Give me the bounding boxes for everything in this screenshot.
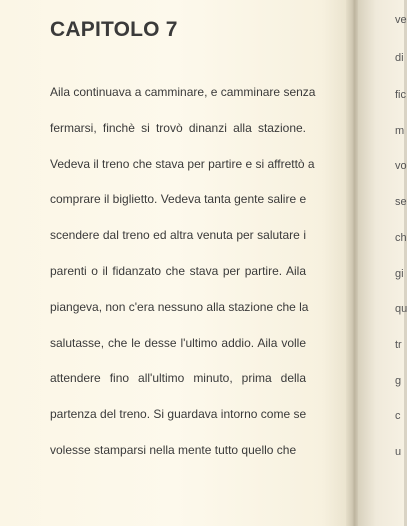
text-line: piangeva, non c'era nessuno alla stazione che la [50, 299, 309, 314]
facing-page [358, 0, 407, 526]
facing-page-fragment: fic [395, 89, 406, 101]
facing-page-fragment: se [395, 196, 407, 208]
facing-page-fragment: c [395, 410, 401, 422]
chapter-title: CAPITOLO 7 [50, 18, 178, 41]
text-line: Aila continuava a camminare, e camminare senza [50, 85, 316, 99]
text-line: salutasse, che le desse l'ultimo addio. Aila volle [50, 335, 306, 350]
body-text [50, 82, 316, 476]
facing-page-fragment: ch [395, 232, 407, 244]
facing-page-fragment: vo [395, 160, 407, 172]
facing-page-fragment: di [395, 52, 404, 64]
facing-page-fragment: ve [395, 14, 407, 26]
text-line: comprare il biglietto. Vedeva tanta gente salire e [50, 192, 307, 207]
text-line: fermarsi, finchè si trovò dinanzi alla stazione. [50, 120, 306, 135]
facing-page-fragment: m [395, 125, 405, 137]
facing-page-fragment: u [395, 446, 402, 458]
facing-page-fragment: gi [395, 268, 404, 280]
text-line: scendere dal treno ed altra venuta per salutare i [50, 228, 306, 243]
facing-page-fragment: tr [395, 339, 402, 351]
text-line: parenti o il fidanzato che stava per partire. Aila [50, 263, 306, 278]
facing-page-fragment: qu [395, 303, 407, 315]
text-line: volesse stamparsi nella mente tutto quello che [50, 442, 297, 457]
text-line: partenza del treno. Si guardava intorno come se [50, 407, 307, 422]
text-line: Vedeva il treno che stava per partire e si affrettò a [50, 156, 315, 171]
text-line: attendere fino all'ultimo minuto, prima della [50, 371, 306, 386]
facing-page-fragment: g [395, 375, 402, 387]
